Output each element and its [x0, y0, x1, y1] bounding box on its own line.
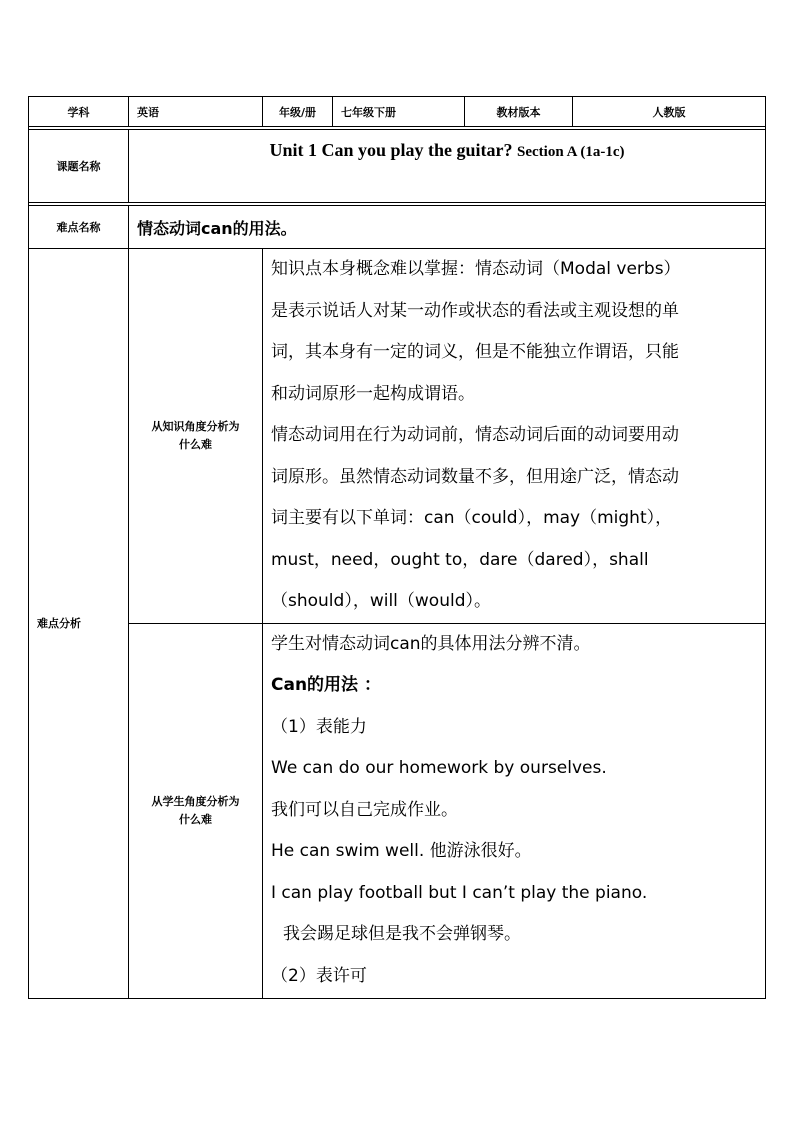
student-line: 我们可以自己完成作业。: [271, 799, 458, 820]
student-line: I can play football but I can’t play the piano.: [271, 882, 648, 903]
student-label-line2: 什么难: [179, 812, 212, 826]
knowledge-label-line2: 什么难: [179, 437, 212, 451]
edition-label: 教材版本: [465, 97, 573, 127]
student-line: We can do our homework by ourselves.: [271, 758, 607, 778]
student-line-heading: Can的用法 ：: [271, 675, 381, 695]
student-angle-label: [129, 623, 263, 998]
knowledge-analysis-text: [263, 249, 766, 624]
student-line: （1）表能力: [271, 716, 367, 737]
student-line: 学生对情态动词can的具体用法分辨不清。: [271, 633, 591, 654]
student-analysis-text: [263, 623, 766, 998]
difficulty-label: 难点名称: [29, 206, 129, 249]
subject-label: 学科: [29, 97, 129, 127]
knowledge-line: 和动词原形一起构成谓语。: [271, 383, 475, 404]
knowledge-angle-label: [129, 249, 263, 624]
subject-value: 英语: [129, 97, 263, 127]
knowledge-label-line1: 从知识角度分析为: [151, 419, 240, 433]
edition-value: 人教版: [573, 97, 766, 127]
analysis-label: 难点分析: [29, 249, 129, 999]
lesson-title-section: Section A (1a-1c): [517, 144, 625, 160]
knowledge-line: 知识点本身概念难以掌握：情态动词（Modal verbs）: [271, 259, 681, 279]
student-row: [29, 623, 766, 998]
lesson-title: [129, 130, 766, 203]
student-line: （2）表许可: [271, 965, 367, 986]
lesson-title-main: Unit 1 Can you play the guitar?: [269, 140, 513, 160]
lesson-label: 课题名称: [29, 130, 129, 203]
grade-value: 七年级下册: [333, 97, 465, 127]
knowledge-line: 词，其本身有一定的词义，但是不能独立作谓语，只能: [271, 342, 679, 362]
knowledge-row: [29, 249, 766, 624]
student-line: 我会踢足球但是我不会弹钢琴。: [283, 924, 521, 944]
knowledge-line: （should），will（would）。: [271, 591, 491, 611]
knowledge-line: 词主要有以下单词：can（could），may（might），: [271, 508, 673, 528]
difficulty-row: [29, 206, 766, 249]
knowledge-line: must，need，ought to，dare（dared），shall: [271, 549, 649, 570]
lesson-table: [28, 96, 766, 999]
knowledge-line: 情态动词用在行为动词前，情态动词后面的动词要用动: [271, 425, 679, 445]
student-line: He can swim well. 他游泳很好。: [271, 841, 532, 861]
difficulty-value: 情态动词can的用法。: [129, 206, 766, 249]
student-label-line1: 从学生角度分析为: [151, 794, 240, 808]
knowledge-line: 词原形。虽然情态动词数量不多，但用途广泛，情态动: [271, 466, 679, 487]
lesson-title-row: [29, 130, 766, 203]
knowledge-line: 是表示说话人对某一动作或状态的看法或主观设想的单: [271, 300, 679, 321]
grade-label: 年级/册: [263, 97, 333, 127]
header-row: [29, 97, 766, 127]
